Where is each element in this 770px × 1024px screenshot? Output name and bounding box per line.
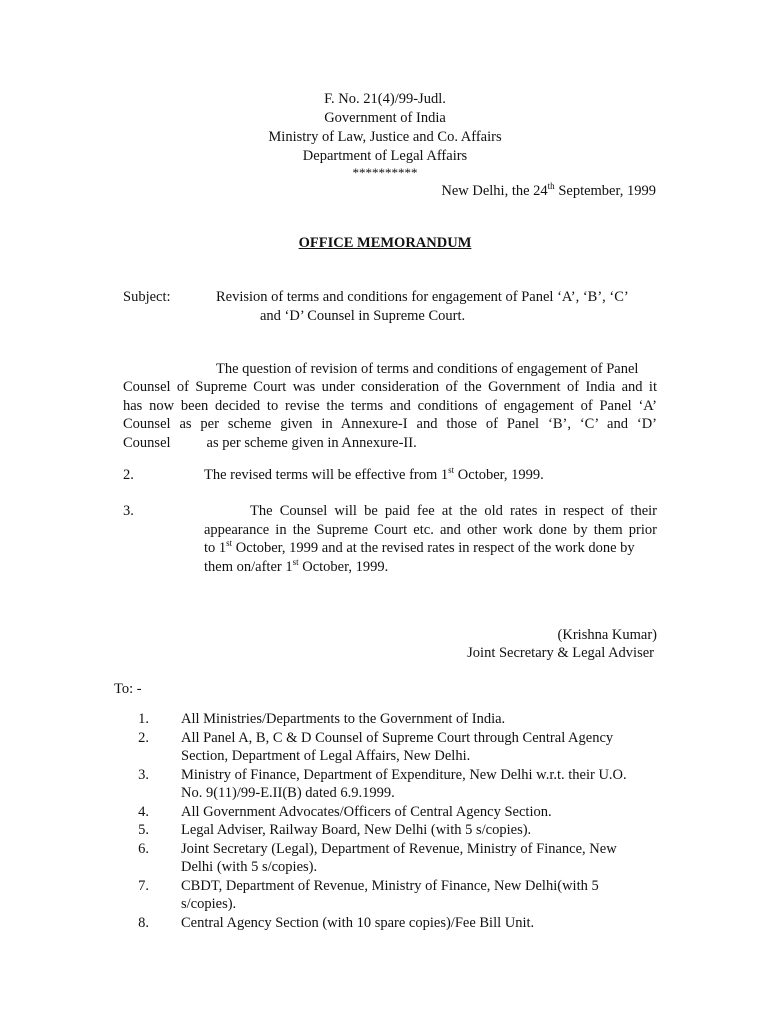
date-suffix: September, 1999 xyxy=(554,183,656,199)
para1-body xyxy=(123,378,657,452)
list-item-number: 6. xyxy=(138,840,149,857)
para1-line-1: The question of revision of terms and conditions of engagement of Panel xyxy=(216,361,639,377)
list-item xyxy=(122,803,682,822)
para2-text-a: The revised terms will be effective from 1 xyxy=(204,467,449,483)
government-name: Government of India xyxy=(324,110,446,126)
para1-line-5b: as per scheme given in Annexure-II. xyxy=(206,434,417,451)
list-item xyxy=(122,914,682,933)
date-superscript: th xyxy=(547,181,555,192)
date-line xyxy=(441,182,656,201)
para1-line-2: Counsel of Supreme Court was under consideration of the Government of India and it xyxy=(123,379,657,395)
list-item-number: 7. xyxy=(138,877,149,894)
list-item-text: Ministry of Finance, Department of Expenditure, New Delhi w.r.t. their U.O. No. 9(11)/99-E.II(B) dated 6.9.1999. xyxy=(181,766,627,801)
para1-line-4: Counsel as per scheme given in Annexure-I and those of Panel ‘B’, ‘C’ and ‘D’ xyxy=(123,416,657,432)
para3-line-4 xyxy=(204,558,657,577)
para3-line-3 xyxy=(204,539,657,558)
ministry-name: Ministry of Law, Justice and Co. Affairs xyxy=(268,129,502,145)
list-item-number: 2. xyxy=(138,729,149,746)
list-item-number: 8. xyxy=(138,914,149,931)
list-item xyxy=(122,821,682,840)
para1-line-5a: Counsel xyxy=(123,434,171,451)
department-name: Department of Legal Affairs xyxy=(302,148,468,164)
signatory-name: (Krishna Kumar) xyxy=(557,627,657,643)
para3-line-4b: October, 1999. xyxy=(298,558,389,575)
list-item-number: 4. xyxy=(138,803,149,820)
list-item-text: Central Agency Section (with 10 spare copies)/Fee Bill Unit. xyxy=(181,914,535,931)
subject-label: Subject: xyxy=(123,289,171,305)
subject-line-2: and ‘D’ Counsel in Supreme Court. xyxy=(260,308,466,324)
list-item xyxy=(122,729,682,766)
para2-text-b: October, 1999. xyxy=(454,467,544,483)
list-item-text: All Ministries/Departments to the Government of India. xyxy=(181,711,506,727)
list-item-text: All Government Advocates/Officers of Central Agency Section. xyxy=(181,803,552,820)
para2-number: 2. xyxy=(123,467,134,483)
list-item-text: Joint Secretary (Legal), Department of Revenue, Ministry of Finance, New Delhi (with 5 s/copies). xyxy=(181,840,617,875)
list-item-text: CBDT, Department of Revenue, Ministry of Finance, New Delhi(with 5 s/copies). xyxy=(181,877,599,912)
to-label: To: - xyxy=(114,681,142,697)
para2-text xyxy=(204,466,544,485)
list-item-text: Legal Adviser, Railway Board, New Delhi (with 5 s/copies). xyxy=(181,822,532,838)
para3-line-3-sup: st xyxy=(226,538,233,549)
para3-number: 3. xyxy=(123,503,134,519)
list-item xyxy=(122,710,682,729)
subject-line-1: Revision of terms and conditions for engagement of Panel ‘A’, ‘B’, ‘C’ xyxy=(216,289,629,305)
list-item xyxy=(122,840,682,877)
recipient-list xyxy=(122,710,682,932)
list-item xyxy=(122,877,682,914)
para3-line-3a: to 1 xyxy=(204,540,227,556)
header-stars: ********** xyxy=(352,165,418,180)
file-number: F. No. 21(4)/99-Judl. xyxy=(324,91,446,107)
signatory-designation: Joint Secretary & Legal Adviser xyxy=(467,645,654,661)
para3-line-4-sup: st xyxy=(292,556,299,567)
list-item-number: 5. xyxy=(138,822,149,838)
para3-line-3b: October, 1999 and at the revised rates in respect of the work done by xyxy=(232,540,635,556)
para3-line-2: appearance in the Supreme Court etc. and other work done by them prior xyxy=(204,521,657,538)
para1-line-3: has now been decided to revise the terms and conditions of engagement of Panel ‘A’ xyxy=(123,397,657,414)
para2-superscript: st xyxy=(448,465,455,476)
para3-line-1: The Counsel will be paid fee at the old rates in respect of their xyxy=(250,503,657,519)
date-prefix: New Delhi, the 24 xyxy=(441,183,548,199)
para3-line-4a: them on/after 1 xyxy=(204,558,293,575)
para3-body xyxy=(204,502,657,576)
list-item-number: 1. xyxy=(138,711,149,727)
para1-line-5 xyxy=(123,434,657,453)
list-item-text: All Panel A, B, C & D Counsel of Supreme Court through Central Agency Section, Department of Legal Affairs, New Delhi. xyxy=(181,729,614,764)
list-item xyxy=(122,766,682,803)
document-title: OFFICE MEMORANDUM xyxy=(298,235,472,251)
list-item-number: 3. xyxy=(138,766,149,783)
